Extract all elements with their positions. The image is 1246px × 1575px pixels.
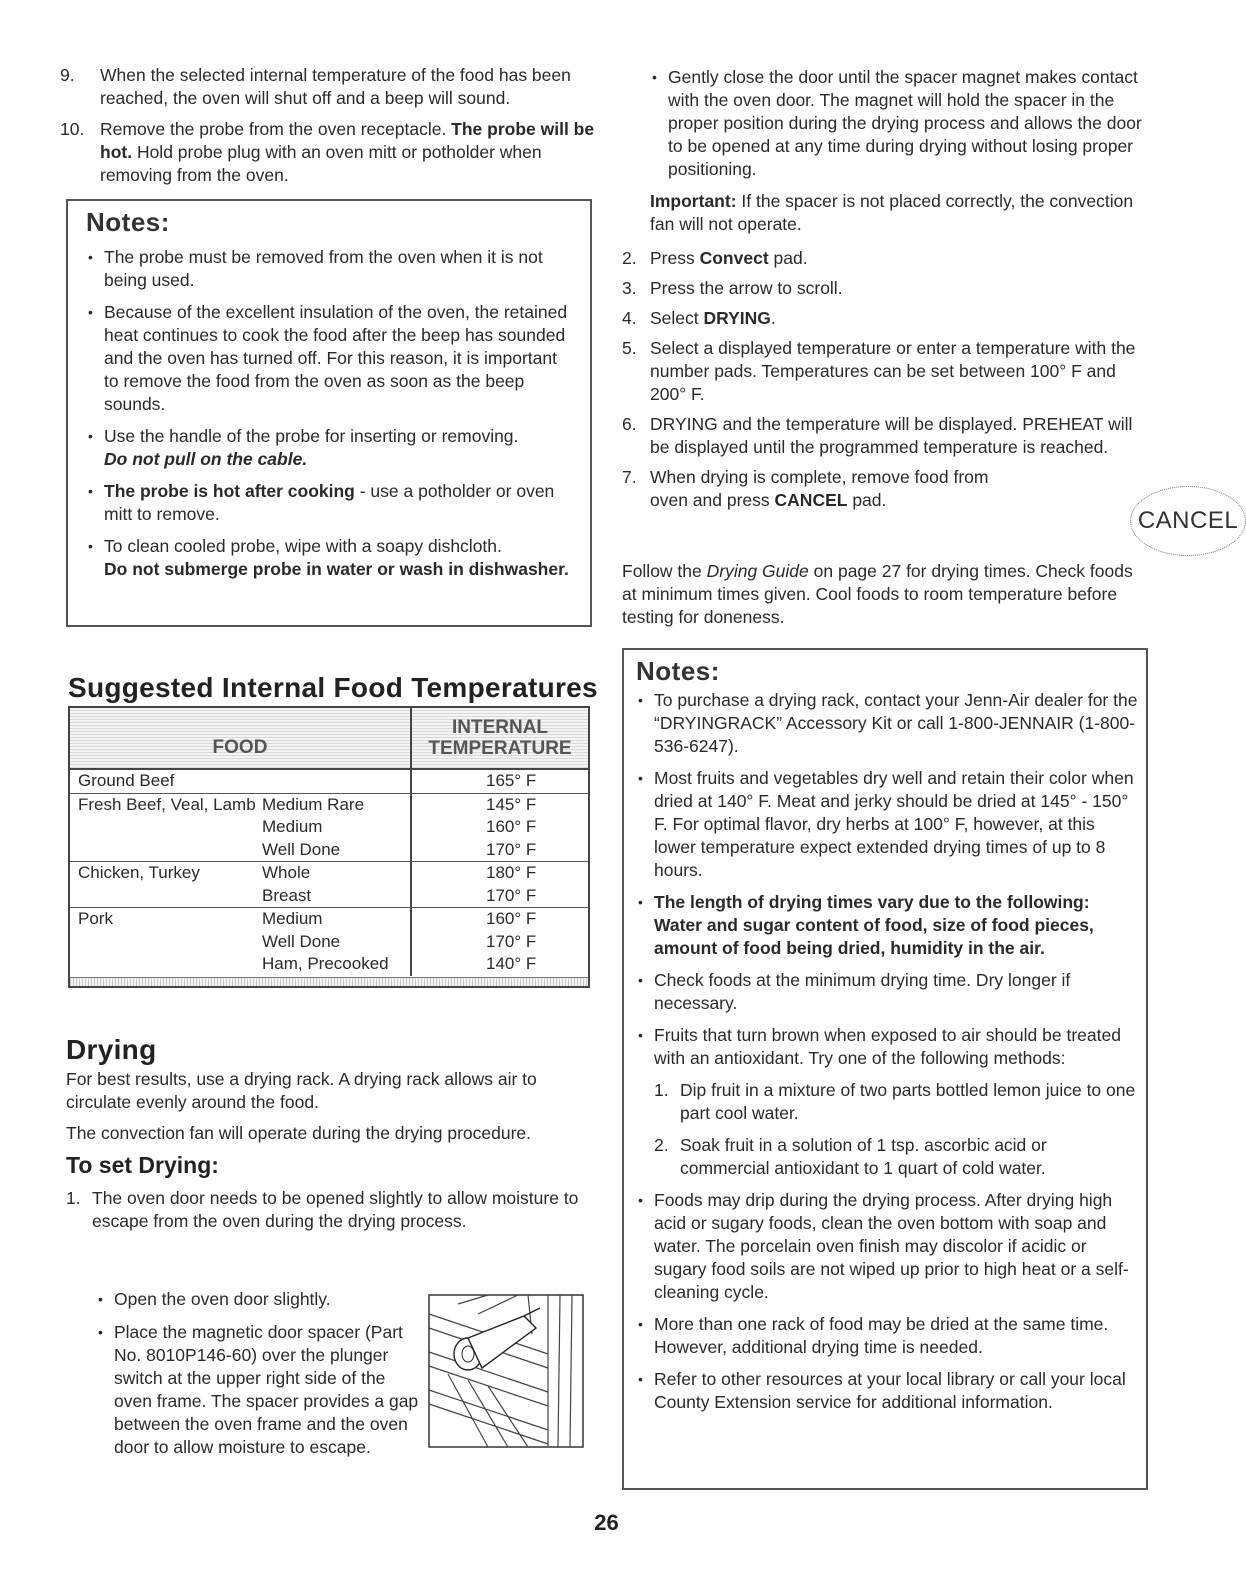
substep (96, 1321, 426, 1459)
table-footer-band (70, 977, 588, 986)
doneness-item (262, 770, 410, 793)
note-item (86, 480, 576, 526)
drying-notes-box (622, 648, 1148, 1490)
doneness-item: Well Done (262, 931, 341, 951)
notes-title: Notes: (86, 207, 170, 237)
step-text: . (770, 308, 776, 328)
step-text: pad. (768, 248, 808, 268)
temperature-value: 170° F (486, 839, 537, 859)
temperature-value: 170° F (486, 885, 537, 905)
drying-notes-list (636, 689, 1138, 1414)
note-item (86, 246, 576, 292)
drying-step-6 (622, 413, 1150, 459)
doneness-item: Medium Rare (262, 794, 365, 814)
probe-notes-box (66, 199, 592, 627)
temperature-value: 145° F (486, 794, 537, 814)
step-text: Remove the probe from the oven receptacle. (100, 119, 452, 139)
note-text: More than one rack of food may be dried at the same time. However, additional drying time is needed. (654, 1314, 1109, 1357)
note-item (636, 689, 1138, 758)
step-text: The oven door needs to be opened slightly to allow moisture to escape from the oven during the drying process. (92, 1188, 579, 1231)
step-number: 10. (60, 119, 85, 139)
step-10 (60, 118, 600, 187)
cancel-key-graphic: CANCEL (1130, 486, 1246, 556)
note-text: Fruits that turn brown when exposed to air should be treated with an antioxidant. Try one of the following methods: (654, 1025, 1121, 1068)
table-row (70, 862, 588, 908)
doneness-item: Whole (262, 863, 311, 882)
substep-text: Gently close the door until the spacer magnet makes contact with the oven door. The magnet will hold the spacer in the proper position during the drying process and allows the door to be opened at any time during drying without losing proper positioning. (668, 67, 1142, 179)
temperature-value: 180° F (486, 863, 537, 882)
table-row (70, 794, 588, 863)
doneness-item: Medium (262, 817, 323, 836)
note-item (636, 1024, 1138, 1180)
note-warning: The length of drying times vary due to the following: Water and sugar content of food, size of food pieces, amount of food being dried, humidity in the air. (654, 892, 1094, 958)
substep (96, 1288, 426, 1311)
step-text: Press the arrow to scroll. (650, 278, 843, 298)
step-number: 6. (622, 414, 637, 434)
note-item (636, 1189, 1138, 1304)
note-item (636, 969, 1138, 1015)
header-temp-line: INTERNAL (451, 717, 549, 738)
note-item (636, 891, 1138, 960)
step-text: Hold probe plug with an oven mitt or potholder when removing from the oven. (100, 142, 542, 185)
step-key: DRYING (703, 308, 771, 328)
step-text: Press (650, 248, 700, 268)
set-drying-heading: To set Drying: (66, 1152, 219, 1178)
step-text: Select (650, 308, 704, 328)
temperatures-heading: Suggested Internal Food Temperatures (68, 672, 598, 703)
header-temp-line: TEMPERATURE (428, 738, 572, 759)
text: on page 27 for drying times. Check foods at minimum times given. Cool foods to room temperature before testing for doneness. (622, 561, 1133, 627)
temperature-cell (412, 908, 588, 976)
important-text: If the spacer is not placed correctly, the convection fan will not operate. (650, 191, 1134, 234)
step-key: CANCEL (774, 490, 848, 510)
doneness-item: Ham, Precooked (262, 954, 389, 973)
doneness-item: Medium (262, 909, 323, 928)
food-cell: Fresh Beef, Veal, Lamb (78, 794, 256, 814)
drying-step-7 (622, 466, 1030, 512)
important-note (650, 190, 1150, 236)
note-text: Because of the excellent insulation of the oven, the retained heat continues to cook the food after the beep has sounded and the oven has turned off. For this reason, it is important to remove the food from the oven as soon as the beep sounds. (104, 302, 568, 414)
food-cell: Pork (78, 909, 113, 928)
note-item (636, 767, 1138, 882)
doneness-item: Well Done (262, 839, 341, 859)
guide-reference: Drying Guide (706, 561, 809, 581)
drying-step-5 (622, 337, 1150, 406)
note-text: To purchase a drying rack, contact your Jenn-Air dealer for the “DRYINGRACK” Accessory Kit or call 1-800-JENNAIR (1-800-536-6247). (654, 690, 1138, 756)
note-text: Most fruits and vegetables dry well and retain their color when dried at 140° F. Meat and jerky should be dried at 145° - 150° F. For optimal flavor, dry herbs at 100° F, however, at this lower temperature expect extended drying times of up to 8 hours. (654, 768, 1134, 880)
doneness-cell (262, 770, 412, 793)
drying-guide-note (622, 560, 1150, 629)
note-warning: Do not pull on the cable. (104, 449, 308, 469)
step-number: 1. (66, 1188, 81, 1208)
note-item (86, 301, 576, 416)
substep (650, 66, 1150, 181)
table-row (70, 770, 588, 794)
method-item (654, 1134, 1138, 1180)
antioxidant-methods (654, 1079, 1138, 1180)
probe-notes-list (86, 246, 576, 581)
step-number: 9. (60, 65, 75, 85)
note-text: - use a potholder or oven mitt to remove. (104, 481, 555, 524)
drying-steps (622, 247, 1150, 520)
drying-heading: Drying (66, 1034, 157, 1065)
note-item (636, 1368, 1138, 1414)
method-text: Soak fruit in a solution of 1 tsp. ascorbic acid or commercial antioxidant to 1 quart of cold water. (680, 1135, 1047, 1178)
probe-steps (60, 64, 600, 195)
table-body (70, 770, 588, 976)
note-text: To clean cooled probe, wipe with a soapy dishcloth. (104, 536, 502, 556)
drying-step-3 (622, 277, 1150, 300)
method-text: Dip fruit in a mixture of two parts bottled lemon juice to one part cool water. (680, 1080, 1136, 1123)
doneness-item: Breast (262, 885, 312, 905)
door-substeps-continued (650, 66, 1150, 190)
step-text: When drying is complete, remove food from oven and press (650, 467, 989, 510)
temperature-value: 170° F (486, 931, 537, 951)
temperature-cell (412, 862, 588, 907)
temperature-cell (412, 770, 588, 793)
door-substeps (96, 1288, 426, 1468)
header-food: FOOD (70, 708, 412, 768)
step-text: DRYING and the temperature will be displayed. PREHEAT will be displayed until the programmed temperature is reached. (650, 414, 1133, 457)
note-text: Use the handle of the probe for inserting or removing. (104, 426, 519, 446)
drying-step-4 (622, 307, 1150, 330)
food-cell: Ground Beef (78, 771, 175, 790)
important-label: Important: (650, 191, 737, 211)
drying-fan-note: The convection fan will operate during the drying procedure. (66, 1123, 531, 1143)
temperature-table (68, 706, 590, 988)
step-number: 1. (654, 1080, 669, 1100)
method-item (654, 1079, 1138, 1125)
step-key: Convect (699, 248, 769, 268)
step-number: 5. (622, 338, 637, 358)
step-9 (60, 64, 600, 110)
step-text: When the selected internal temperature of the food has been reached, the oven will shut off and a beep will sound. (100, 65, 571, 108)
temperature-value: 165° F (486, 771, 537, 790)
step-text: pad. (847, 490, 887, 510)
set-step-1 (66, 1187, 592, 1233)
temperature-value: 160° F (486, 909, 537, 928)
step-number: 7. (622, 467, 637, 487)
step-text: Select a displayed temperature or enter a temperature with the number pads. Temperatures can be set between 100° F and 200° F. (650, 338, 1136, 404)
text: Follow the (622, 561, 707, 581)
doneness-cell (262, 794, 412, 862)
step-number: 3. (622, 278, 637, 298)
step-number: 4. (622, 308, 637, 328)
notes-title: Notes: (636, 656, 720, 686)
drying-intro: For best results, use a drying rack. A drying rack allows air to circulate evenly around the food. (66, 1069, 537, 1112)
note-text: The probe must be removed from the oven when it is not being used. (104, 247, 543, 290)
note-text: Check foods at the minimum drying time. Dry longer if necessary. (654, 970, 1071, 1013)
substep-text: Place the magnetic door spacer (Part No. 8010P146-60) over the plunger switch at the upper right side of the oven frame. The spacer provides a gap between the oven frame and the oven door to allow moisture to escape. (114, 1322, 419, 1457)
note-warning: The probe is hot after cooking (104, 481, 355, 501)
temperature-value: 140° F (486, 954, 537, 973)
header-temperature (412, 708, 588, 768)
table-row (70, 908, 588, 976)
doneness-cell (262, 862, 412, 907)
note-text: Foods may drip during the drying process. After drying high acid or sugary foods, clean the oven bottom with soap and water. The porcelain oven finish may discolor if acidic or sugary food soils are not wiped up prior to high heat or a self-cleaning cycle. (654, 1190, 1129, 1302)
note-item (86, 425, 576, 471)
step-warning: The probe will be hot. (100, 119, 595, 162)
drying-step-2 (622, 247, 1150, 270)
set-drying-steps (66, 1187, 592, 1241)
note-text: Refer to other resources at your local library or call your local County Extension service for additional information. (654, 1369, 1126, 1412)
note-item (86, 535, 576, 581)
page-number: 26 (594, 1510, 619, 1535)
substep-text: Open the oven door slightly. (114, 1289, 331, 1309)
door-spacer-illustration (428, 1294, 584, 1448)
table-header (70, 708, 588, 770)
step-number: 2. (622, 248, 637, 268)
note-item (636, 1313, 1138, 1359)
doneness-cell (262, 908, 412, 976)
step-number: 2. (654, 1135, 669, 1155)
food-cell: Chicken, Turkey (78, 863, 200, 882)
temperature-value: 160° F (486, 817, 537, 836)
note-warning: Do not submerge probe in water or wash in dishwasher. (104, 559, 569, 579)
temperature-cell (412, 794, 588, 862)
